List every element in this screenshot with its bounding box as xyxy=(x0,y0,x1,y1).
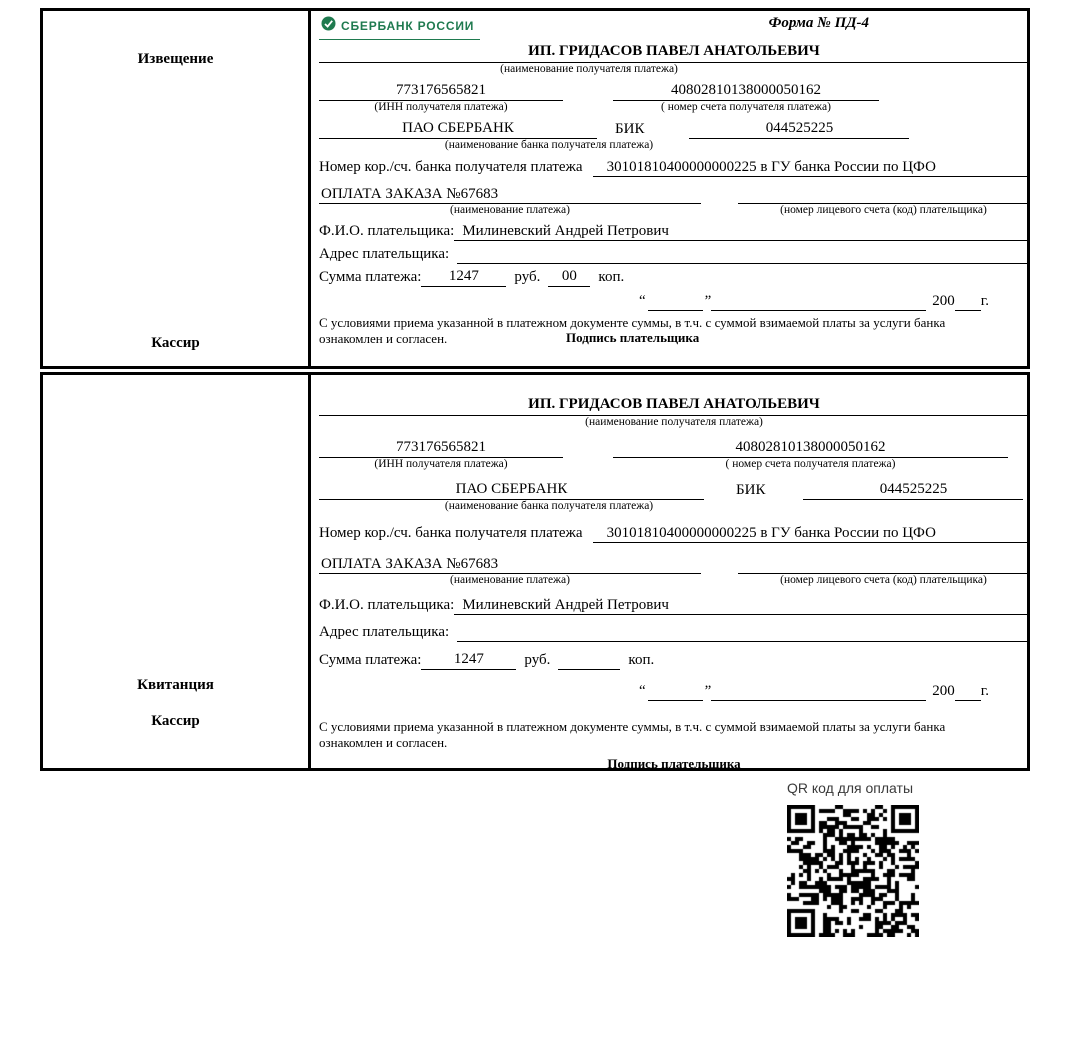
amount-row xyxy=(319,266,1029,287)
bank-name: ПАО СБЕРБАНК xyxy=(319,119,597,139)
receipt-left-column xyxy=(43,375,311,768)
receipt-content xyxy=(311,375,1039,772)
notice-header-row xyxy=(319,14,1029,41)
account-caption: ( номер счета получателя платежа) xyxy=(725,458,896,471)
date-day-blank xyxy=(648,310,703,311)
corr-account-value: 30101810400000000225 в ГУ банка России по ЦФО xyxy=(593,158,1029,177)
receipt-cashier-label: Кассир xyxy=(151,713,200,729)
payer-name-row xyxy=(319,220,1029,241)
bank-caption: (наименование банка получателя платежа) xyxy=(444,139,654,152)
payment-caption: (наименование платежа) xyxy=(450,573,570,586)
date-month-blank xyxy=(711,310,926,311)
date-month-blank xyxy=(711,700,926,701)
amount-kopecks: 00 xyxy=(548,267,590,287)
inn-column xyxy=(319,438,563,471)
qr-block xyxy=(787,780,932,937)
recipient-name: ИП. ГРИДАСОВ ПАВЕЛ АНАТОЛЬЕВИЧ xyxy=(319,396,1029,416)
date-day-blank xyxy=(648,700,703,701)
year-prefix: 200 xyxy=(932,682,955,699)
quote-open: “ xyxy=(638,682,646,699)
kopecks-unit-label: коп. xyxy=(598,268,625,285)
year-blank xyxy=(955,700,981,701)
inn-value: 773176565821 xyxy=(319,81,563,101)
quote-open: “ xyxy=(638,292,646,309)
amount-label: Сумма платежа: xyxy=(319,268,422,285)
amount-rubles: 1247 xyxy=(421,650,516,670)
payment-caption: (наименование платежа) xyxy=(450,203,570,216)
account-column xyxy=(613,438,1008,471)
signature-label: Подпись плательщика xyxy=(566,330,700,346)
inn-account-row xyxy=(319,81,1029,114)
corr-account-label: Номер кор./сч. банка получателя платежа xyxy=(319,158,583,175)
payer-name-value: Милиневский Андрей Петрович xyxy=(454,596,1029,615)
account-column xyxy=(613,81,879,114)
payment-name: ОПЛАТА ЗАКАЗА №67683 xyxy=(319,185,701,204)
receipt-section xyxy=(40,372,1030,771)
sberbank-logo-text: СБЕРБАНК РОССИИ xyxy=(341,18,475,33)
notice-left-column xyxy=(43,11,311,366)
bik-label: БИК xyxy=(736,482,766,499)
payment-name-row xyxy=(319,184,1029,204)
payment-captions-row xyxy=(319,204,1029,217)
terms-block xyxy=(319,719,1029,752)
signature-label: Подпись плательщика xyxy=(607,756,741,772)
inn-column xyxy=(319,81,563,114)
sberbank-logo-icon xyxy=(321,16,336,36)
terms-block xyxy=(319,315,1029,348)
payer-address-row xyxy=(319,243,1029,264)
payer-address-blank-line xyxy=(457,641,1029,642)
recipient-caption: (наименование получателя платежа) xyxy=(585,416,763,428)
quote-close: ” xyxy=(704,682,712,699)
payer-name-label: Ф.И.О. плательщика: xyxy=(319,596,455,613)
payer-name-label: Ф.И.О. плательщика: xyxy=(319,222,455,239)
payment-captions-row xyxy=(319,574,1029,587)
quote-close: ” xyxy=(704,292,712,309)
notice-label: Извещение xyxy=(137,51,214,67)
recipient-caption: (наименование получателя платежа) xyxy=(500,63,678,75)
account-value: 40802810138000050162 xyxy=(613,81,879,101)
account-value: 40802810138000050162 xyxy=(613,438,1008,458)
payer-name-value: Милиневский Андрей Петрович xyxy=(454,222,1029,241)
bik-label: БИК xyxy=(615,121,645,138)
corr-account-row xyxy=(319,524,1029,543)
date-row xyxy=(319,290,989,311)
notice-content xyxy=(311,11,1039,366)
sberbank-logo xyxy=(319,14,480,40)
payer-address-label: Адрес плательщика: xyxy=(319,623,450,640)
payer-address-label: Адрес плательщика: xyxy=(319,245,450,262)
inn-account-row xyxy=(319,438,1029,471)
payment-name: ОПЛАТА ЗАКАЗА №67683 xyxy=(319,555,701,574)
year-suffix: г. xyxy=(980,682,989,699)
inn-caption: (ИНН получателя платежа) xyxy=(374,458,508,471)
amount-row xyxy=(319,649,1029,670)
rubles-unit-label: руб. xyxy=(514,268,541,285)
corr-account-value: 30101810400000000225 в ГУ банка России по ЦФО xyxy=(593,524,1029,543)
personal-account-caption: (номер лицевого счета (код) плательщика) xyxy=(780,203,987,216)
bank-row xyxy=(319,480,1029,500)
corr-account-row xyxy=(319,158,1029,177)
qr-code xyxy=(787,805,919,937)
corr-account-label: Номер кор./сч. банка получателя платежа xyxy=(319,524,583,541)
year-blank xyxy=(955,310,981,311)
payment-name-row xyxy=(319,554,1029,574)
bik-value: 044525225 xyxy=(689,119,909,139)
inn-value: 773176565821 xyxy=(319,438,563,458)
qr-caption: QR код для оплаты xyxy=(787,780,914,796)
amount-rubles: 1247 xyxy=(421,267,506,287)
notice-section xyxy=(40,8,1030,369)
payer-address-blank-line xyxy=(457,263,1029,264)
terms-text: С условиями приема указанной в платежном документе суммы, в т.ч. с суммой взимаемой платы за услуги банка ознакомлен и согласен. xyxy=(319,314,946,347)
bank-caption: (наименование банка получателя платежа) xyxy=(444,500,654,513)
amount-kopecks xyxy=(558,668,620,670)
receipt-label: Квитанция xyxy=(137,677,214,693)
date-row xyxy=(319,680,989,701)
account-caption: ( номер счета получателя платежа) xyxy=(661,101,831,114)
form-number: Форма № ПД-4 xyxy=(768,15,869,31)
kopecks-unit-label: коп. xyxy=(628,651,655,668)
payer-name-row xyxy=(319,594,1029,615)
recipient-name: ИП. ГРИДАСОВ ПАВЕЛ АНАТОЛЬЕВИЧ xyxy=(319,43,1029,63)
bank-row xyxy=(319,119,1029,139)
bank-name: ПАО СБЕРБАНК xyxy=(319,480,704,500)
amount-label: Сумма платежа: xyxy=(319,651,422,668)
notice-cashier-label: Кассир xyxy=(151,335,200,351)
year-prefix: 200 xyxy=(932,292,955,309)
payer-address-row xyxy=(319,621,1029,642)
year-suffix: г. xyxy=(980,292,989,309)
personal-account-caption: (номер лицевого счета (код) плательщика) xyxy=(780,573,987,586)
inn-caption: (ИНН получателя платежа) xyxy=(374,101,508,114)
terms-text: С условиями приема указанной в платежном документе суммы, в т.ч. с суммой взимаемой платы за услуги банка ознакомлен и согласен. xyxy=(319,718,946,751)
bik-value: 044525225 xyxy=(803,480,1023,500)
rubles-unit-label: руб. xyxy=(524,651,551,668)
